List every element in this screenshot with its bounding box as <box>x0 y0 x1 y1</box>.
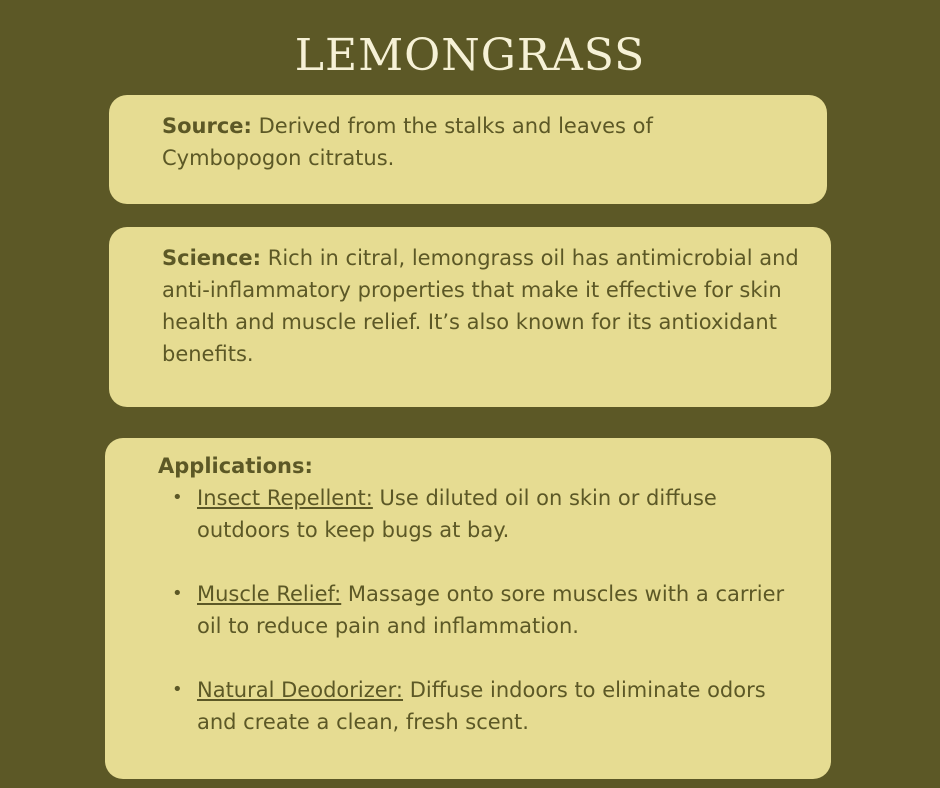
application-term: Natural Deodorizer: <box>197 678 404 702</box>
application-text: Diffuse indoors to eliminate odors and create a clean, fresh scent. <box>197 678 766 734</box>
science-label: Science: <box>162 246 262 270</box>
application-text: Use diluted oil on skin or diffuse outdoors to keep bugs at bay. <box>197 486 717 542</box>
source-text: Derived from the stalks and leaves of Cymbopogon citratus. <box>162 114 653 170</box>
list-item <box>158 578 801 642</box>
application-text: Massage onto sore muscles with a carrier oil to reduce pain and inflammation. <box>197 582 785 638</box>
applications-heading: Applications: <box>158 454 313 478</box>
source-label: Source: <box>162 114 252 138</box>
science-card <box>109 227 831 407</box>
application-term: Insect Repellent: <box>197 486 373 510</box>
source-card <box>109 95 827 204</box>
list-item <box>158 482 801 546</box>
bullet-icon: • <box>172 583 183 604</box>
science-paragraph <box>162 242 801 370</box>
bullet-icon: • <box>172 679 183 700</box>
application-term: Muscle Relief: <box>197 582 342 606</box>
source-paragraph <box>162 110 797 174</box>
applications-list <box>158 482 801 738</box>
page-title: LEMONGRASS <box>294 30 646 81</box>
science-text: Rich in citral, lemongrass oil has antimicrobial and anti-inflammatory properties that make it effective for skin health and muscle relief. It’s also known for its antioxidant benefits. <box>162 246 799 366</box>
bullet-icon: • <box>172 487 183 508</box>
list-item <box>158 674 801 738</box>
applications-card <box>105 438 831 779</box>
